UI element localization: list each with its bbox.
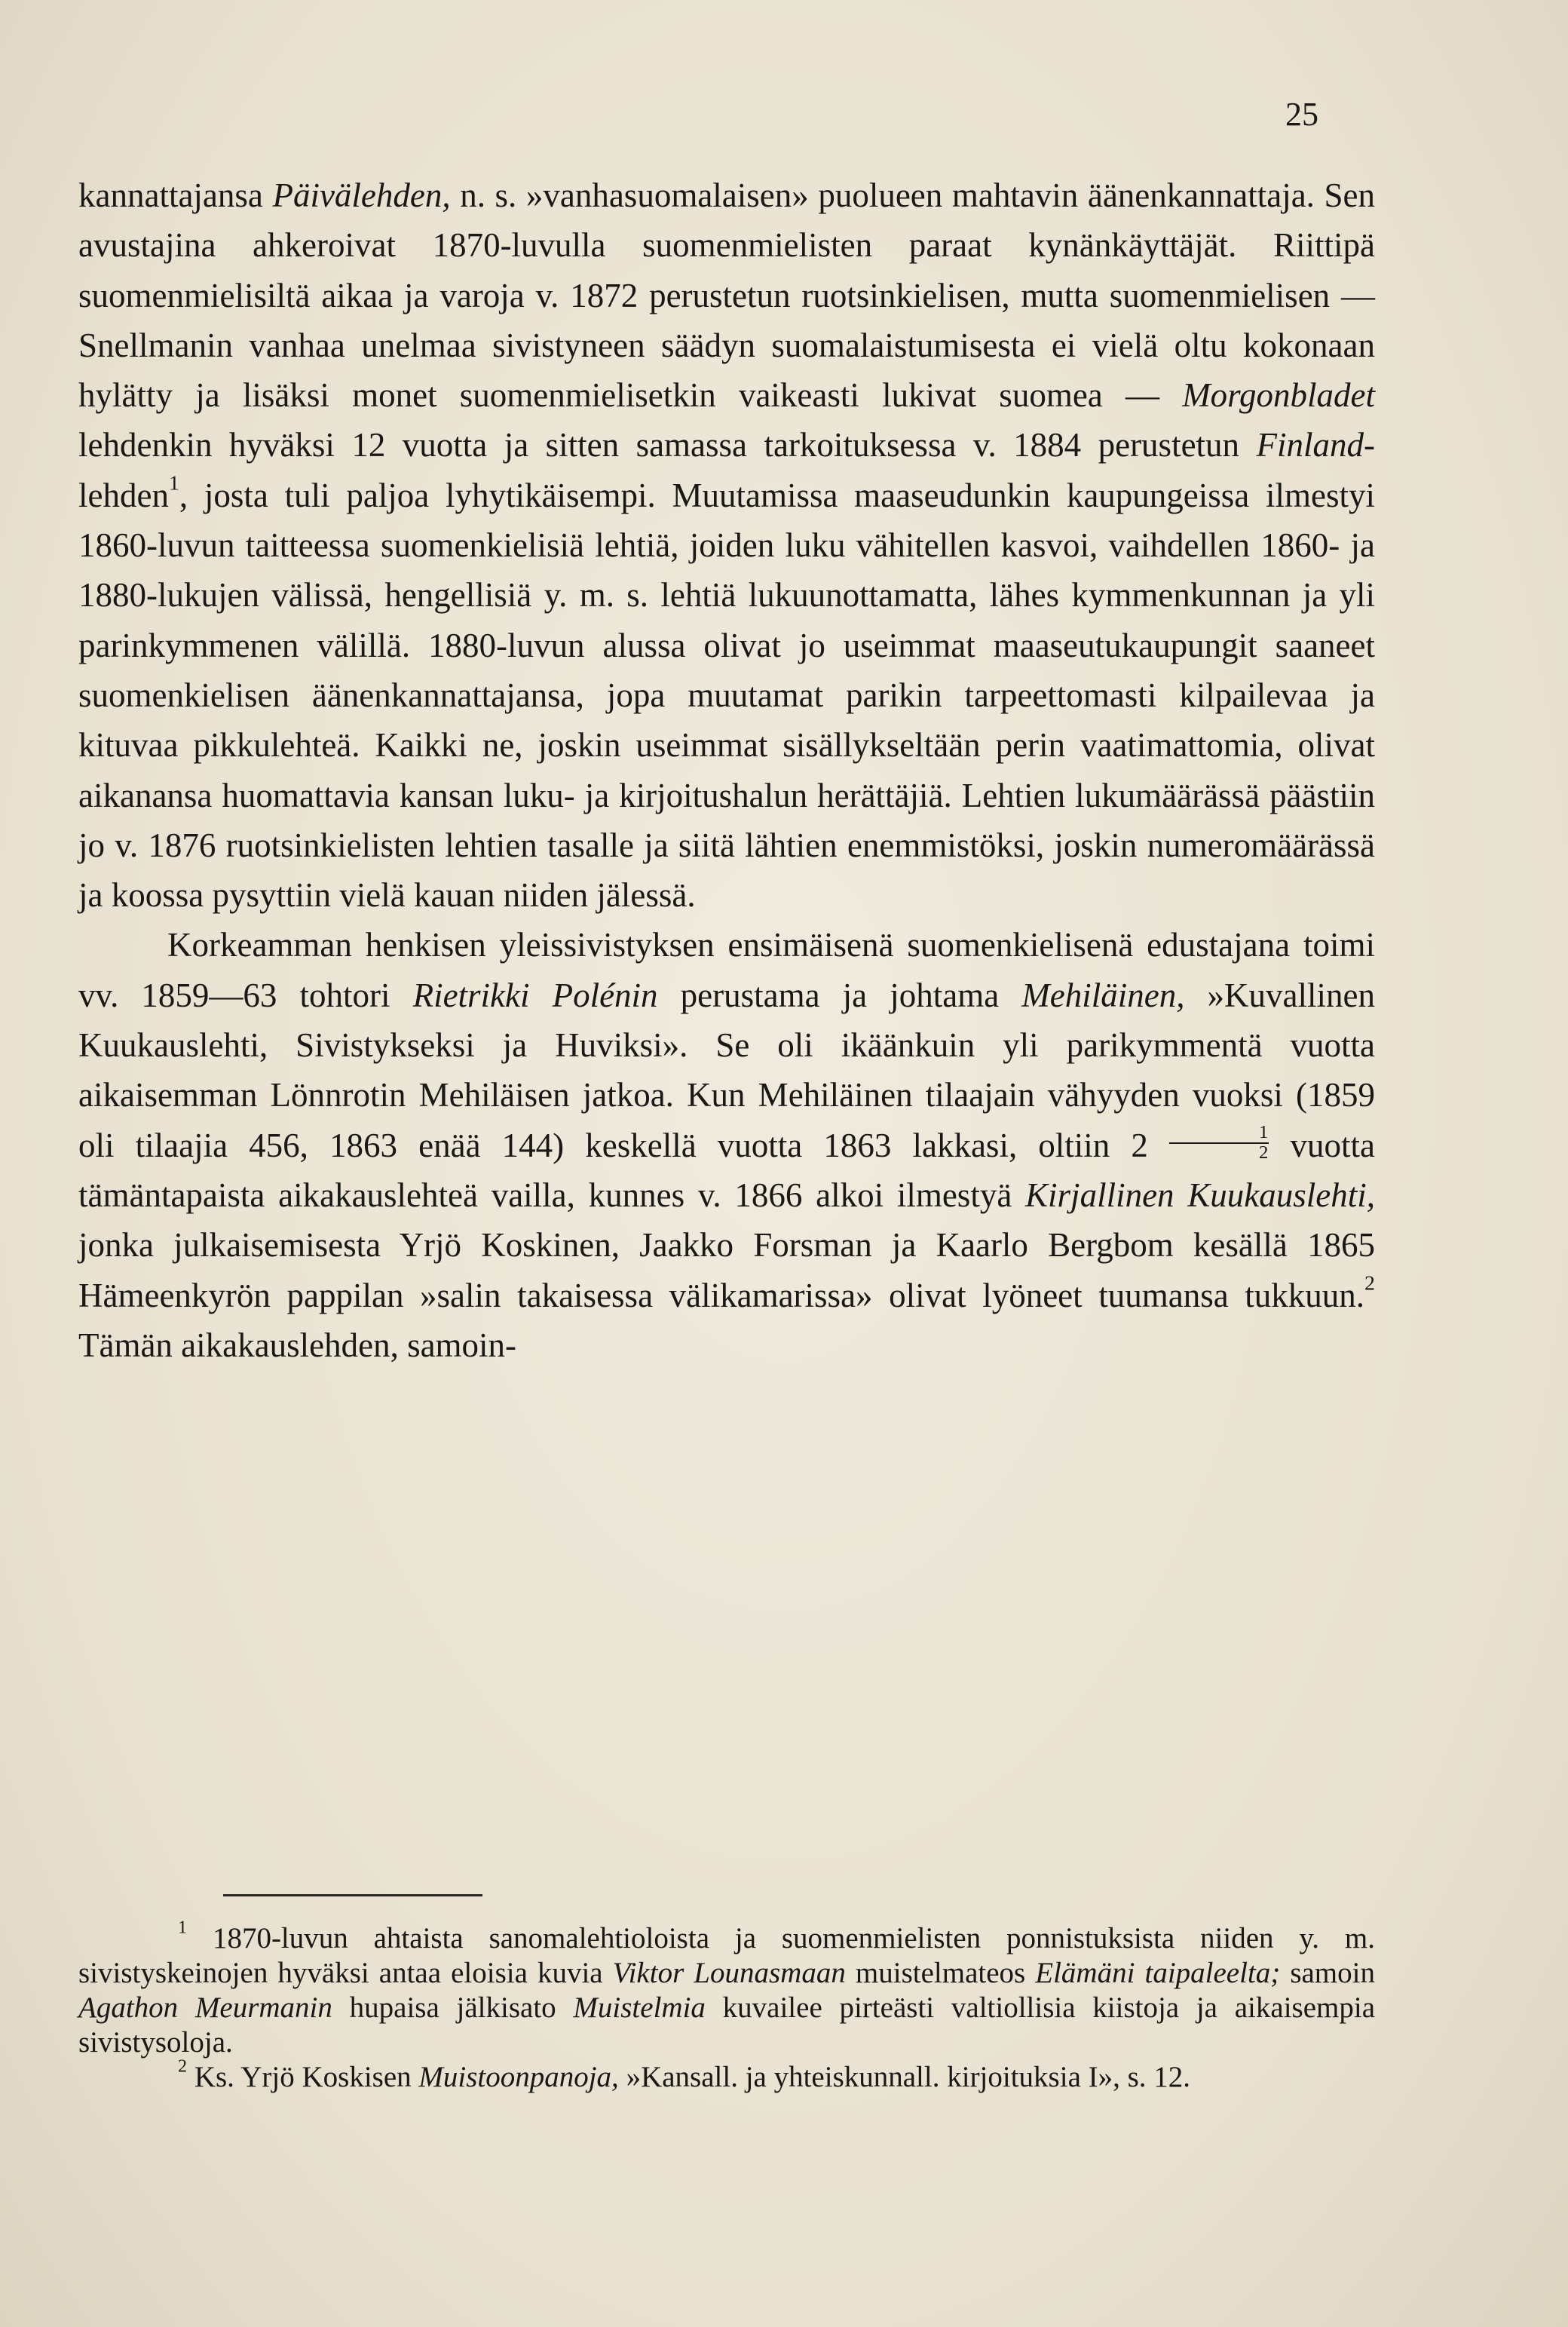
text-run: n. s. »vanhasuomalaisen» puolueen mahtavin äänenkannattaja. Sen avustajina ahkeroivat 1870-luvulla suomenmielisten paraat kynänkäyttäjät. Riittipä suomenmielisiltä aikaa ja varoja v. 1872 perustetun ruotsinkielisen, mutta suomenmielisen — Snellmanin vanhaa unelmaa sivistyneen säädyn suomalaistumisesta ei vielä oltu kokonaan hylätty ja lisäksi monet suomenmielisetkin vaikeasti lukivat suomea — — [78, 176, 1376, 415]
footnotes — [78, 1917, 1376, 2095]
text-run: jonka julkaisemisesta Yrjö Koskinen, Jaakko Forsman ja Kaarlo Bergbom kesällä 1865 Hämeenkyrön pappilan »salin takaisessa välikamarissa» olivat lyöneet tuumansa tukkuun. — [78, 1226, 1375, 1314]
italic-text: Muistoonpanoja, — [418, 2061, 619, 2093]
text-run: muistelmateos — [845, 1957, 1036, 1989]
italic-text: Päivälehden, — [272, 176, 451, 214]
text-run: »Kansall. ja yhteiskunnall. kirjoituksia I», s. 12. — [618, 2061, 1191, 2093]
italic-text: Rietrikki Polénin — [412, 976, 658, 1014]
footnote-marker: 2 — [178, 2056, 188, 2077]
text-run: 1870-luvun ahtaista sanomalehtioloista ja suomenmielisten ponnistuksista niiden y. m. sivistyskeinojen hyväksi antaa eloisia kuvia — [78, 1922, 1375, 1989]
italic-text: Finland — [1256, 426, 1364, 464]
text-run: perustama ja johtama — [657, 976, 1022, 1014]
body-text — [78, 170, 1375, 1370]
fraction: $\frac{1}{2}$ — [1169, 1124, 1269, 1163]
text-run: vuotta tämäntapaista aikakauslehteä vailla, kunnes v. 1866 alkoi ilmestyä — [78, 1126, 1375, 1214]
text-run: samoin — [1280, 1957, 1375, 1989]
text-run: Tämän aikakauslehden, samoin- — [78, 1326, 517, 1364]
footnote-marker: 1 — [168, 471, 179, 495]
paragraph-1 — [78, 170, 1375, 920]
italic-text: Mehiläinen, — [1021, 976, 1185, 1014]
paragraph-2 — [78, 920, 1375, 1370]
italic-text: Kirjallinen Kuukauslehti, — [1025, 1176, 1375, 1214]
text-run: lehdenkin hyväksi 12 vuotta ja sitten samassa tarkoituksessa v. 1884 perustetun — [78, 426, 1257, 464]
italic-text: Viktor Lounasmaan — [612, 1957, 846, 1989]
text-run: , josta tuli paljoa lyhytikäisempi. Muutamissa maaseudunkin kaupungeissa ilmestyi 1860-luvun taitteessa suomenkielisiä lehtiä, joiden luku vähitellen kasvoi, vaihdellen 1860- ja 1880-lukujen välissä, hengellisiä y. m. s. lehtiä lukuunottamatta, lähes kymmenkunnan ja yli parinkymmenen välillä. 1880-luvun alussa olivat jo useimmat maaseutukaupungit saaneet suomenkielisen äänenkannattajansa, jopa muutamat parikin tarpeettomasti kilpailevaa ja kituvaa pikkulehteä. Kaikki ne, joskin useimmat sisällykseltään perin vaatimattomia, olivat aikanansa huomattavia kansan luku- ja kirjoitushalun herättäjiä. Lehtien lukumäärässä päästiin jo v. 1876 ruotsinkielisten lehtien tasalle ja siitä lähtien enemmistöksi, joskin numeromäärässä ja koossa pysyttiin vielä kauan niiden jälessä. — [78, 476, 1375, 915]
footnote-1 — [78, 1917, 1376, 2060]
italic-text: Elämäni taipaleelta; — [1035, 1957, 1281, 1989]
italic-text: Agathon Meurmanin — [78, 1991, 332, 2024]
text-run: »Kuvallinen Kuukauslehti, Sivistykseksi ja Huviksi». Se oli ikäänkuin yli parikymmentä vuotta aikaisemman Lönnrotin Mehiläisen jatkoa. Kun Mehiläinen tilaajain vähyyden vuoksi (1859 oli tilaajia 456, 1863 enää 144) keskellä vuotta 1863 lakkasi, oltiin 2 — [78, 976, 1375, 1164]
footnote-divider — [223, 1894, 482, 1896]
text-run: kuvailee pirteästi valtiollisia kiistoja ja aikaisempia sivistysoloja. — [78, 1991, 1376, 2059]
text-run: -lehden — [78, 426, 1375, 514]
text-run: Ks. Yrjö Koskisen — [187, 2061, 419, 2093]
footnote-marker: 1 — [178, 1917, 188, 1938]
text-run: hupaisa jälkisato — [332, 1991, 574, 2024]
page-number: 25 — [1285, 96, 1318, 133]
text-run: kannattajansa — [78, 176, 273, 214]
footnote-2 — [78, 2056, 1375, 2095]
italic-text: Morgonbladet — [1182, 376, 1375, 415]
italic-text: Muistelmia — [573, 1991, 706, 2024]
footnote-marker: 2 — [1364, 1271, 1375, 1295]
text-run: Korkeamman henkisen yleissivistyksen ensimäisenä suomenkielisenä edustajana toimi vv. 1859—63 tohtori — [78, 926, 1375, 1014]
